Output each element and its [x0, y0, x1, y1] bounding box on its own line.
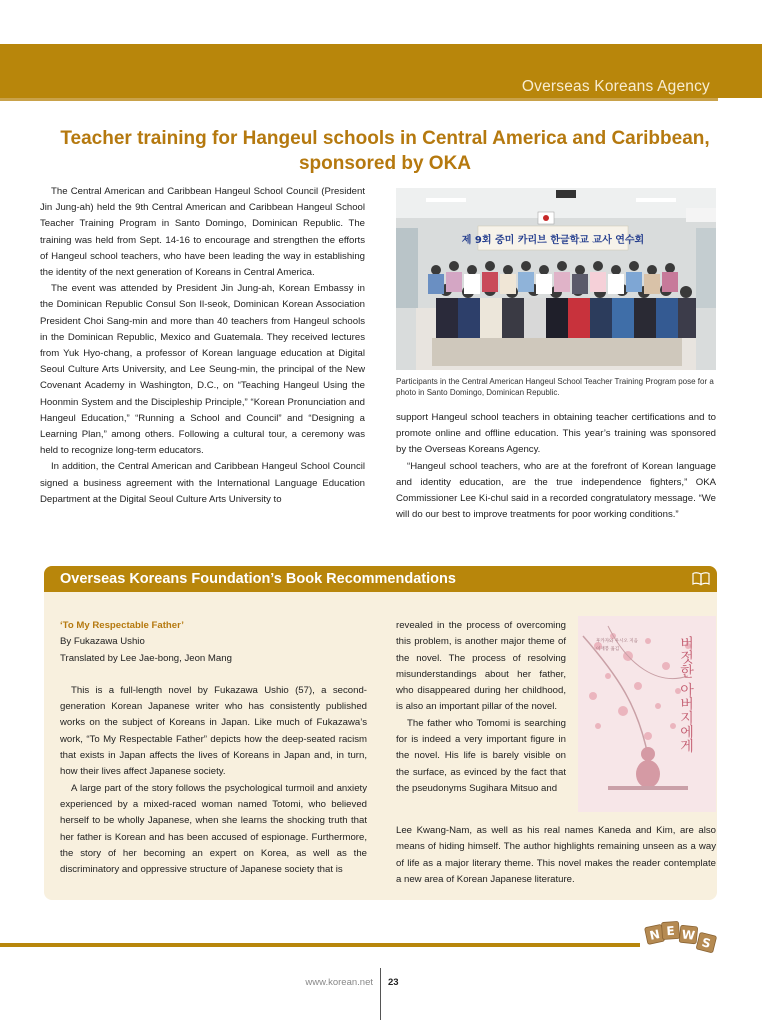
- book-cover-image: [578, 616, 716, 812]
- news-badge-tile: [696, 932, 717, 953]
- news-badge-tile: [679, 925, 698, 944]
- news-badge-letter: S: [700, 935, 713, 951]
- open-book-icon: [692, 571, 710, 587]
- article-title-line-2: sponsored by OKA: [298, 153, 472, 174]
- page-number: 23: [388, 977, 399, 988]
- cover-title-text: 버젓한 아버지에게: [678, 636, 694, 753]
- header-rule: [0, 98, 718, 101]
- agency-label: Overseas Koreans Agency: [521, 78, 710, 95]
- news-badge-letter: E: [665, 923, 676, 939]
- footer-website: www.korean.net: [305, 977, 373, 988]
- footer-divider: [380, 968, 381, 1020]
- article-column-left: [40, 184, 365, 508]
- article-title: [40, 126, 730, 176]
- book-column-bottom: [396, 823, 716, 888]
- group-photo: [396, 188, 716, 370]
- book-paragraph: The father who Tomomi is searching for is indeed a very important figure in the novel. His life is barely visible on the surface, as evinced by the fact that the pseudonyms Sugihara Mitsuo and: [396, 717, 566, 794]
- book-translator: Translated by Lee Jae-bong, Jeon Mang: [60, 652, 232, 664]
- group-photo-image: [396, 188, 716, 370]
- news-badge-letter: W: [681, 927, 696, 943]
- news-badge-letter: N: [648, 926, 662, 943]
- article-paragraph: The Central American and Caribbean Hangeul School Council (President Jin Jung-ah) held the 9th Central American and Caribbean Hangeul School Teacher Training Program in Santo Domingo, Dominican Republic. The training was held from Sept. 14-16 to encourage and strengthen the efforts of Hangeul school teachers, who have been leading the way in establishing the identity of the next generation of Koreans in Central America.: [40, 186, 365, 279]
- photo-caption: Participants in the Central American Hangeul School Teacher Training Program pose for a photo in Santo Domingo, Dominican Republic.: [396, 377, 714, 397]
- article-column-right: [396, 410, 716, 523]
- book-column-mid: [396, 618, 566, 797]
- cover-translator-text: 이재봉 옮김: [596, 647, 620, 652]
- news-badge-tile: [661, 921, 679, 939]
- footer-rule: [0, 943, 640, 947]
- book-paragraph: A large part of the story follows the psychological turmoil and anxiety experienced by a mixed-raced woman named Totomi, who believed herself to be wholly Japanese, when she learns the shocking truth that her father is Korean and has been accused of espionage. Furthermore, the story of her becoming an expert on Korea, as well as the discriminatory and oppressive structure of Japanese society that is: [60, 782, 367, 876]
- article-paragraph: In addition, the Central American and Caribbean Hangeul School Council signed a business agreement with the International Language Education Department at the Digital Seoul Culture Arts University to: [40, 461, 365, 505]
- book-section-heading: Overseas Koreans Foundation’s Book Recommendations: [60, 571, 456, 587]
- article-paragraph: “Hangeul school teachers, who are at the forefront of Korean language and identity education, are the true independence fighters,” OKA Commissioner Lee Ki-chul said in a recorded congratulatory message. “We will do our best to improve treatments for poor working conditions.”: [396, 460, 716, 521]
- book-paragraph: Lee Kwang-Nam, as well as his real names Kaneda and Kim, are also means of hiding himself. The author highlights remaining unseen as a way of life as a major literary theme. This novel makes the reader contemplate a new area of Korean Japanese literature.: [396, 825, 716, 885]
- article-paragraph: The event was attended by President Jin Jung-ah, Korean Embassy in the Dominican Republic Consul Son Il-seok, Dominican Korean Association President Choi Sang-min and more than 40 teachers from Hangeul schools in the Dominican Republic, Mexico and Guatemala. They received lectures from Yuk Hyo-chang, a professor of Korean language education at Digital Seoul Culture Arts University, and Lee Seung-min, the principal of the New Covenant Academy in Washington, D.C., on “Teaching Hangeul Using the Hoonmin System and the Discipleship Principle,” “Korean Pronunciation and Hangeul Education,” “Running a School and Council” and “Designing a Learning Plan,” among others. Following a cultural tour, a ceremony was held to recognize long-term educators.: [40, 283, 365, 457]
- news-badge: [640, 912, 718, 968]
- book-title: ‘To My Respectable Father’: [60, 620, 184, 631]
- book-paragraph: This is a full-length novel by Fukazawa Ushio (57), a second-generation Korean Japanese writer who has consistently published works on the subject of Koreans in Japan. Like much of Fukazawa’s work, “To My Respectable Father” depicts how the deep-seated racism that exists in Japan affects the lives of Koreans in Japan and, in turn, how their lives affect Japanese society.: [60, 684, 367, 778]
- article-paragraph: support Hangeul school teachers in obtaining teacher certifications and to promote online and offline education. This year’s training was sponsored by the Overseas Koreans Agency.: [396, 412, 716, 456]
- article-title-line-1: Teacher training for Hangeul schools in Central America and Caribbean,: [60, 128, 710, 149]
- book-column-left: [60, 618, 367, 878]
- book-author: By Fukazawa Ushio: [60, 636, 145, 648]
- cover-author-text: 후카자와 우시오 지음: [596, 639, 638, 644]
- book-paragraph: revealed in the process of overcoming this problem, is another major theme of the novel. The process of resolving misunderstandings about her father, who disappeared during her childhood, is also an important pillar of the novel.: [396, 620, 566, 713]
- photo-banner-text: 제 9회 중미 카리브 한글학교 교사 연수회: [461, 235, 645, 246]
